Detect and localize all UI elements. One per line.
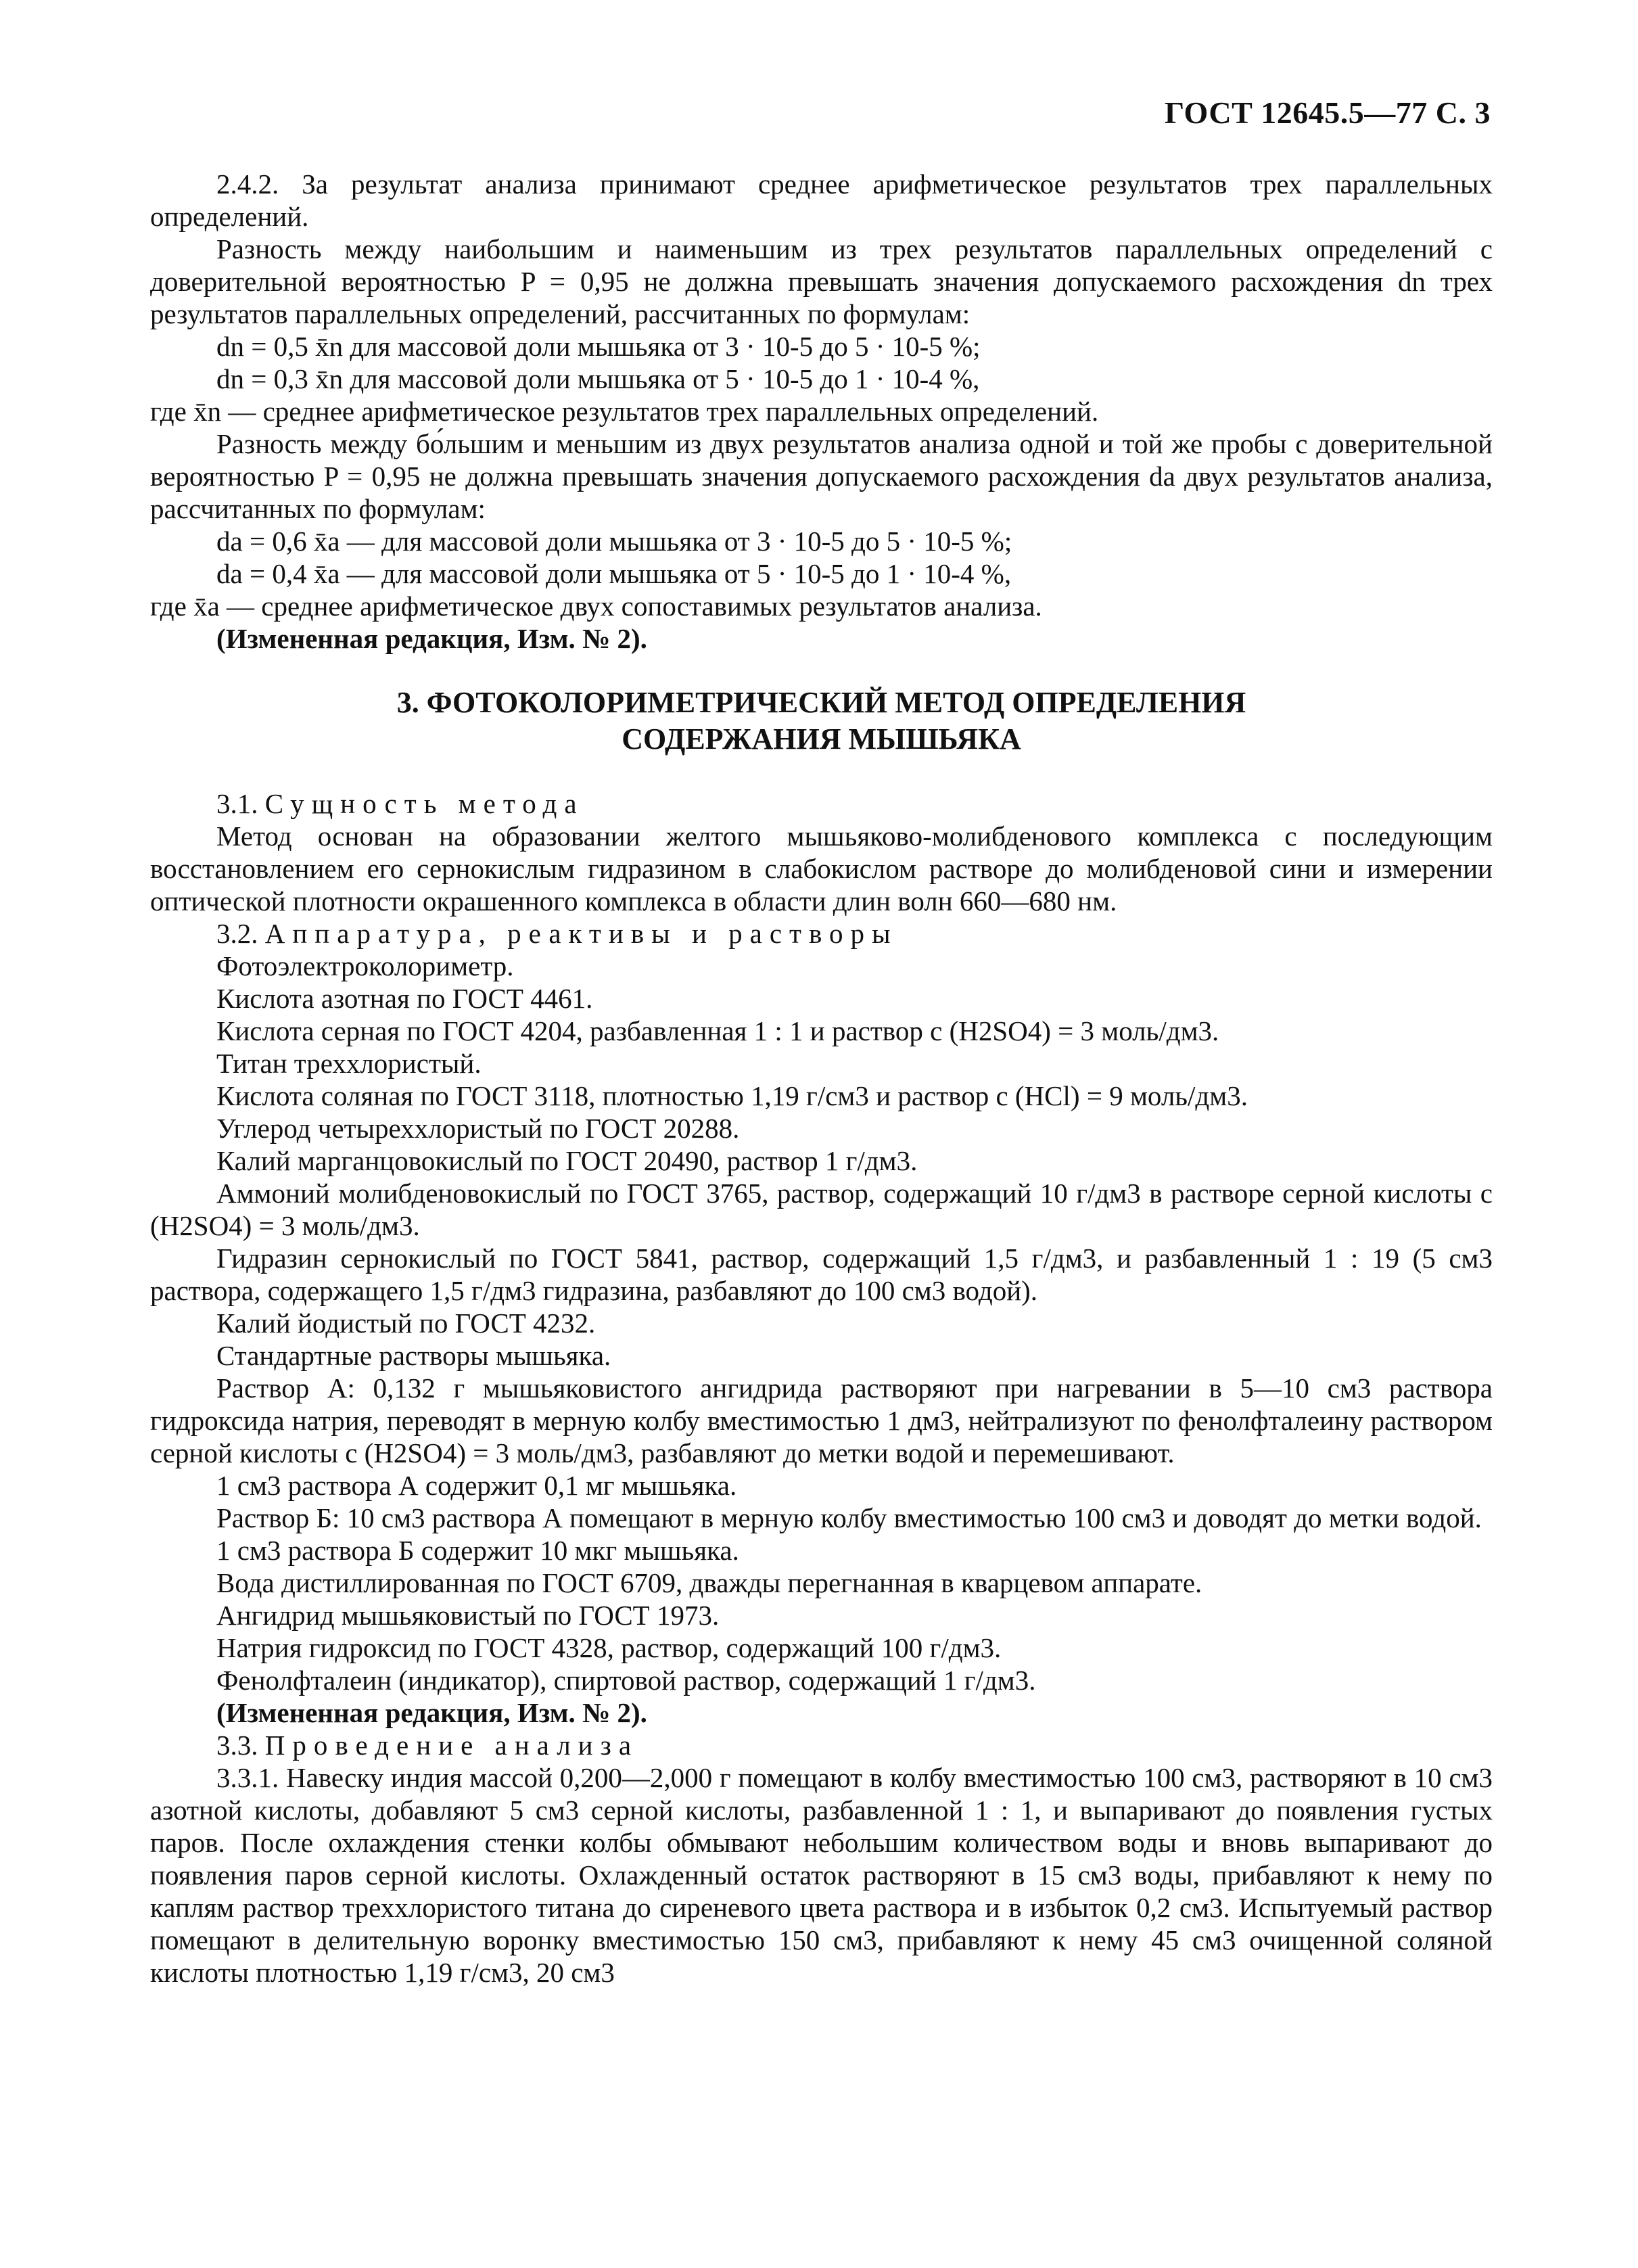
subsection-3-1-heading — [150, 787, 1493, 820]
subsection-3-3-heading — [150, 1729, 1493, 1761]
reagent-item: Кислота соляная по ГОСТ 3118, плотностью 1,19 г/см3 и раствор c (HCl) = 9 моль/дм3. — [216, 1080, 1248, 1111]
reagent-item: 1 см3 раствора Б содержит 10 мкг мышьяка. — [216, 1535, 739, 1566]
amendment-note: (Измененная редакция, Изм. № 2). — [216, 1697, 647, 1728]
subsection-number: 3.1. — [216, 788, 258, 819]
subsection-number: 3.2. — [216, 918, 258, 949]
subsection-title: Аппаратура, реактивы и растворы — [264, 918, 898, 949]
where-xa: где x̄a — среднее арифметическое двух сопоставимых результатов анализа. — [150, 591, 1042, 622]
reagent-item: Кислота азотная по ГОСТ 4461. — [216, 983, 593, 1014]
reagent-item: Углерод четыреххлористый по ГОСТ 20288. — [216, 1113, 740, 1144]
formula-dn-1: dn = 0,5 x̄n для массовой доли мышьяка от 3 · 10-5 до 5 · 10-5 %; — [216, 331, 981, 362]
formula-da-1: da = 0,6 x̄a — для массовой доли мышьяка от 3 · 10-5 до 5 · 10-5 %; — [216, 526, 1012, 557]
amendment-note: (Измененная редакция, Изм. № 2). — [216, 623, 647, 654]
reagent-item: Стандартные растворы мышьяка. — [216, 1340, 611, 1371]
reagent-item: Фотоэлектроколориметр. — [216, 950, 514, 981]
section-heading-line-2: СОДЕРЖАНИЯ МЫШЬЯКА — [622, 722, 1021, 756]
where-xn: где x̄n — среднее арифметическое результатов трех параллельных определений. — [150, 396, 1099, 427]
subsection-number: 3.3. — [216, 1730, 258, 1761]
reagent-item: Калий марганцовокислый по ГОСТ 20490, раствор 1 г/дм3. — [216, 1145, 918, 1176]
section-heading — [150, 685, 1493, 758]
running-head: ГОСТ 12645.5—77 С. 3 — [1164, 95, 1491, 130]
reagent-item: Гидразин сернокислый по ГОСТ 5841, раствор, содержащий 1,5 г/дм3, и разбавленный 1 : 19 (5 см3 раствора, содержащего 1,5 г/дм3 гидразина, разбавляют до 100 см3 водой). — [150, 1243, 1493, 1306]
procedure-3-3-1: 3.3.1. Навеску индия массой 0,200—2,000 г помещают в колбу вместимостью 100 см3, растворяют в 10 см3 азотной кислоты, добавляют 5 см3 серной кислоты, разбавленной 1 : 1, и выпаривают до появления густых паров. После охлаждения стенки колбы обмывают небольшим количеством воды и вновь выпаривают до появления паров серной кислоты. Охлажденный остаток растворяют в 15 см3 воды, прибавляют к нему по каплям раствор треххлористого титана до сиреневого цвета раствора и в избыток 0,2 см3. Испытуемый раствор помещают в делительную воронку вместимостью 150 см3, прибавляют к нему 45 см3 очищенной соляной кислоты плотностью 1,19 г/см3, 20 см3 — [150, 1762, 1493, 1988]
reagent-item: Раствор Б: 10 см3 раствора А помещают в мерную колбу вместимостью 100 см3 и доводят до метки водой. — [216, 1502, 1482, 1533]
paragraph-two-results: Разность между бо́льшим и меньшим из двух результатов анализа одной и той же пробы с доверительной вероятностью P = 0,95 не должна превышать значения допускаемого расхождения da двух результатов анализа, рассчитанных по формулам: — [150, 428, 1493, 524]
reagent-item: Фенолфталеин (индикатор), спиртовой раствор, содержащий 1 г/дм3. — [216, 1665, 1036, 1696]
reagent-item: 1 см3 раствора А содержит 0,1 мг мышьяка. — [216, 1470, 737, 1501]
reagent-item: Аммоний молибденовокислый по ГОСТ 3765, раствор, содержащий 10 г/дм3 в растворе серной кислоты c (H2SO4) = 3 моль/дм3. — [150, 1178, 1493, 1241]
paragraph-parallel-range: Разность между наибольшим и наименьшим из трех результатов параллельных определений с доверительной вероятностью P = 0,95 не должна превышать значения допускаемого расхождения dn трех результатов параллельных определений, рассчитанных по формулам: — [150, 233, 1493, 329]
document-body — [150, 168, 1493, 1989]
formula-da-2: da = 0,4 x̄a — для массовой доли мышьяка от 5 · 10-5 до 1 · 10-4 %, — [216, 558, 1012, 589]
reagent-item: Натрия гидроксид по ГОСТ 4328, раствор, содержащий 100 г/дм3. — [216, 1632, 1002, 1663]
reagent-item: Ангидрид мышьяковистый по ГОСТ 1973. — [216, 1600, 720, 1631]
reagent-item: Титан треххлористый. — [216, 1048, 482, 1079]
reagent-item: Вода дистиллированная по ГОСТ 6709, дважды перегнанная в кварцевом аппарате. — [216, 1567, 1202, 1598]
reagent-item: Калий йодистый по ГОСТ 4232. — [216, 1307, 596, 1339]
subsection-title: Проведение анализа — [264, 1730, 639, 1761]
reagent-item: Кислота серная по ГОСТ 4204, разбавленная 1 : 1 и раствор c (H2SO4) = 3 моль/дм3. — [216, 1015, 1219, 1046]
subsection-3-2-heading — [150, 917, 1493, 950]
formula-dn-2: dn = 0,3 x̄n для массовой доли мышьяка от 5 · 10-5 до 1 · 10-4 %, — [216, 363, 980, 394]
paragraph-2-4-2: 2.4.2. За результат анализа принимают среднее арифметическое результатов трех параллельных определений. — [150, 168, 1493, 232]
reagent-item: Раствор А: 0,132 г мышьяковистого ангидрида растворяют при нагревании в 5—10 см3 раствора гидроксида натрия, переводят в мерную колбу вместимостью 1 дм3, нейтрализуют по фенолфталеину раствором серной кислоты c (H2SO4) = 3 моль/дм3, разбавляют до метки водой и перемешивают. — [150, 1372, 1493, 1468]
subsection-title: Сущность метода — [264, 788, 584, 819]
method-essence-text: Метод основан на образовании желтого мышьяково-молибденового комплекса с последующим восстановлением его сернокислым гидразином в слабокислом растворе до молибденовой сини и измерении оптической плотности окрашенного комплекса в области длин волн 660—680 нм. — [150, 820, 1493, 917]
section-heading-line-1: 3. ФОТОКОЛОРИМЕТРИЧЕСКИЙ МЕТОД ОПРЕДЕЛЕНИЯ — [396, 686, 1246, 719]
